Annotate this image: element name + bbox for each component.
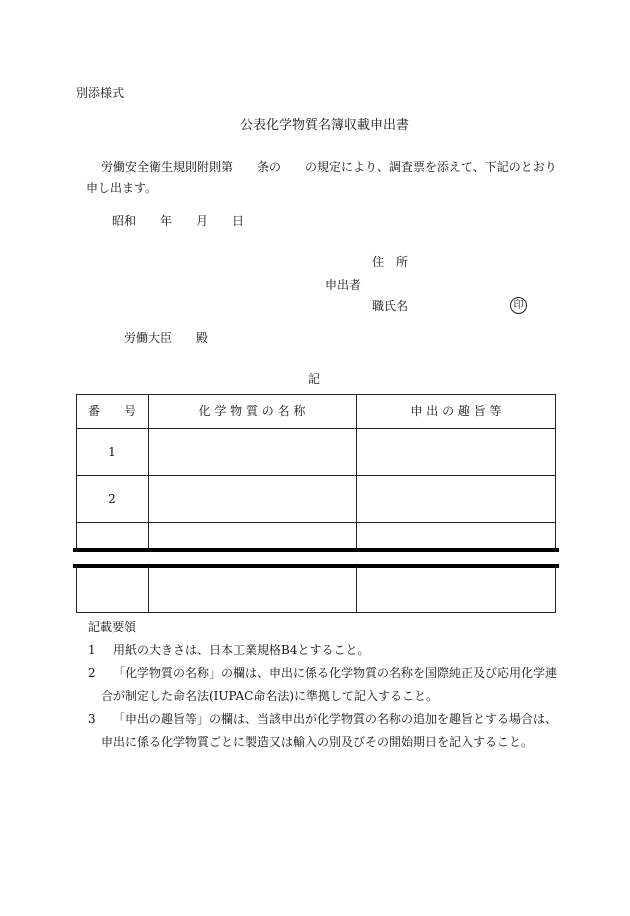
body-line-1: 労働安全衛生規則附則第 条の の規定により、調査票を添えて、下記のとおり [101, 160, 557, 174]
note-1-number: 1 [88, 643, 96, 657]
note-3-line-1: 「申出の趣旨等」の欄は、当該申出が化学物質の名称の追加を趣旨とする場合は、 [113, 712, 558, 726]
row-number-1: 1 [108, 445, 116, 459]
note-2-line-2: 合が制定した命名法(IUPAC命名法)に準拠して記入すること。 [101, 689, 439, 703]
header-purpose: 申 出 の 趣 旨 等 [410, 404, 502, 418]
ki-label: 記 [308, 372, 321, 386]
header-number: 番 号 [87, 404, 136, 418]
note-2-number: 2 [88, 666, 96, 680]
note-3-number: 3 [88, 712, 96, 726]
address-label: 住 所 [372, 255, 409, 269]
name-label: 職氏名 [372, 299, 409, 313]
date-line: 昭和 年 月 日 [112, 214, 245, 228]
row-number-2: 2 [108, 492, 116, 506]
note-3-line-2: 申出に係る化学物質ごとに製造又は輸入の別及びその開始期日を記入すること。 [101, 735, 534, 749]
header-chemical-name: 化 学 物 質 の 名 称 [198, 404, 306, 418]
seal-mark: 印 [510, 297, 527, 314]
addressee: 労働大臣 殿 [124, 331, 209, 345]
body-line-2: 申し出ます。 [86, 181, 158, 195]
note-1-line-1: 用紙の大きさは、日本工業規格B4とすること。 [113, 643, 370, 657]
form-label: 別添様式 [76, 86, 125, 100]
document-title: 公表化学物質名簿収載申出書 [240, 118, 410, 133]
note-2-line-1: 「化学物質の名称」の欄は、申出に係る化学物質の名称を国際純正及び応用化学連 [113, 666, 558, 680]
applicant-label: 申出者 [325, 278, 362, 292]
notes-heading: 記載要領 [88, 620, 137, 634]
application-table [76, 394, 556, 613]
